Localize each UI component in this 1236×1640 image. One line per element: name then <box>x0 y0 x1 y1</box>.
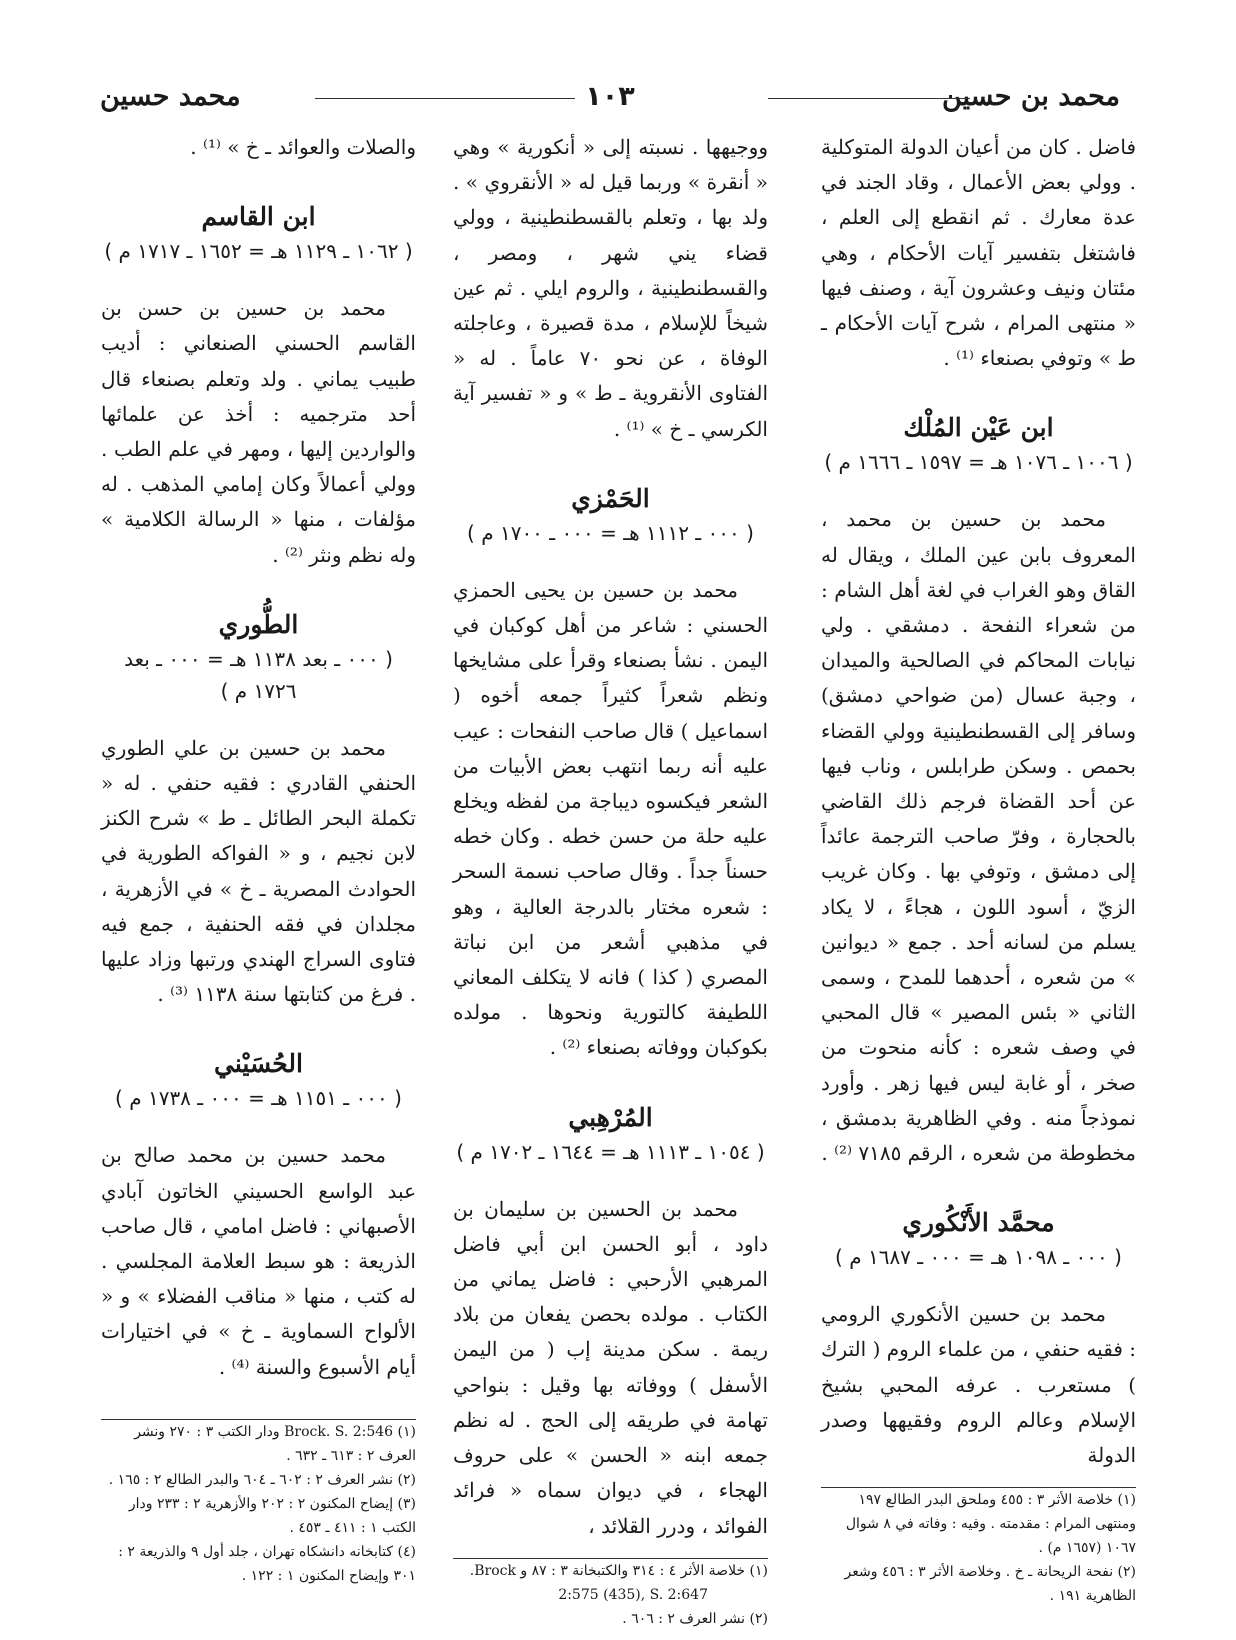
column-middle <box>453 130 768 1627</box>
column-right <box>821 130 1136 1610</box>
entry-title: ابن عَيْن المُلْك <box>903 413 1054 443</box>
footnote: (١) خلاصة الأثر ٣ : ٤٥٥ وملحق البدر الطالع ١٩٧ ومنتهى المرام : مقدمته . وفيه : وفاته في ٨ شوال ١٠٦٧ (١٦٥٧ م) . <box>845 1492 1136 1557</box>
footnote: (١) خلاصة الأثر ٤ : ٣١٤ والكتبخانة ٣ : ٨٧ و Brock. <box>469 1562 768 1579</box>
footnote: (١) Brock. S. 2:546 ودار الكتب ٣ : ٢٧٠ ونشر العرف ٢ : ٦١٣ ـ ٦٣٢ . <box>134 1423 416 1464</box>
entry-title: الطُّوري <box>218 609 299 639</box>
entry-text: محمد حسين بن محمد صالح بن عبد الواسع الحسيني الخاتون آبادي الأصبهاني : فاضل امامي ، قال صاحب الذريعة : هو سبط العلامة المجلسي . له كتب ، منها « مناقب الفضلاء » و « الألواح السماوية ـ خ » في اختيارات أيام الأسبوع والسنة ⁽⁴⁾ . <box>101 1143 416 1379</box>
entry-text: محمد بن حسين بن يحيى الحمزي الحسني : شاعر من أهل كوكبان في اليمن . نشأ بصنعاء وقرأ على مشايخها ونظم شعراً كثيراً جمعه أخوه ( اسماعيل ) قال صاحب النفحات : عيب عليه أنه ربما انتهب بعض الأبيات من الشعر فيكسوه ديباجة من لفظه ويخلع عليه حلة من حسن خطه . وكان خطه حسناً جداً . وقال صاحب نسمة السحر : شعره مختار بالدرجة العالية ، وهو في مذهبي أشعر من ابن نباتة المصري ( كذا ) فانه لا يتكلف المعاني اللطيفة كالتورية ونحوها . مولده بكوكبان ووفاته بصنعاء ⁽²⁾ . <box>453 577 768 1060</box>
footnote: (٢) نفحة الريحانة ـ خ . وخلاصة الأثر ٣ : ٤٥٦ وشعر الظاهرية ١٩١ . <box>844 1564 1136 1605</box>
entry-text: محمد بن حسين بن علي الطوري الحنفي القادري : فقيه حنفي . له « تكملة البحر الطائل ـ ط » شرح الكنز لابن نجيم ، و « الفواكه الطورية في الحوادث المصرية ـ خ » في الأزهرية ، مجلدان في فقه الحنفية ، جمع فيه فتاوى السراج الهندي ورتبها وزاد عليها . فرغ من كتابتها سنة ١١٣٨ ⁽³⁾ . <box>101 735 416 1007</box>
page-number: ١٠٣ <box>585 81 635 112</box>
running-header <box>100 80 1120 120</box>
header-right-title: محمد بن حسين <box>941 81 1120 112</box>
entry-title: المُرْهِبي <box>568 1102 653 1132</box>
continued-paragraph: والصلات والعوائد ـ خ » ⁽¹⁾ . <box>190 135 416 159</box>
continued-paragraph: فاضل . كان من أعيان الدولة المتوكلية . وولي بعض الأعمال ، وقاد الجند في عدة معارك . ثم انقطع إلى العلم ، فاشتغل بتفسير آيات الأحكام ، وهي مئتان ونيف وعشرون آية ، وصنف فيها « منتهى المرام ، شرح آيات الأحكام ـ ط » وتوفي بصنعاء ⁽¹⁾ . <box>821 135 1136 371</box>
footnote-latin: 2:575 (435), S. 2:647 <box>558 1586 708 1603</box>
entry-text: محمد بن حسين بن محمد ، المعروف بابن عين الملك ، ويقال له القاق وهو الغراب في لغة أهل الشام : من شعراء النفحة . دمشقي . ولي نيابات المحاكم في الصالحية والميدان ، وجبة عسال (من ضواحي دمشق) وسافر إلى القسطنطينية وولي القضاء بحمص . وسكن طرابلس ، وناب فيها عن أحد القضاة فرجم ذلك القاضي بالحجارة ، وفرّ صاحب الترجمة عائداً إلى دمشق ، وتوفي بها . وكان غريب الزيّ ، أسود اللون ، هجاءً ، لا يكاد يسلم من لسانه أحد . جمع « ديوانين » من شعره ، أحدهما للمدح ، وسمى الثاني « بئس المصير » قال المحبي في وصف شعره : كأنه منحوت من صخر ، أو غابة ليس فيها زهر . وأورد نموذجاً منه . وفي الظاهرية بدمشق ، مخطوطة من شعره ، الرقم ٧١٨٥ ⁽²⁾ . <box>821 507 1136 1166</box>
header-rule-left <box>315 98 575 99</box>
entry-dates: ( ١٠٠٦ ـ ١٠٧٦ هـ = ١٥٩٧ ـ ١٦٦٦ م ) <box>824 450 1133 475</box>
entry-dates: ( ٠٠٠ ـ ١١٥١ هـ = ٠٠٠ ـ ١٧٣٨ م ) <box>115 1086 402 1111</box>
entry-text: محمد بن حسين بن حسن بن القاسم الحسني الصنعاني : أديب طبيب يماني . ولد وتعلم بصنعاء قال أحد مترجميه : أخذ عن علمائها والواردين إليها ، ومهر في علم الطب . وولي أعمالاً وكان إمامي المذهب . له مؤلفات ، منها « الرسالة الكلامية » وله نظم ونثر ⁽²⁾ . <box>101 296 416 567</box>
entry-dates: ( ٠٠٠ ـ بعد ١١٣٨ هـ = ٠٠٠ ـ بعد ١٧٢٦ م ) <box>124 646 393 703</box>
footnotes <box>821 1488 1136 1608</box>
entry-title: محمَّد الأَنْكُوري <box>902 1208 1055 1238</box>
column-left <box>101 130 416 1610</box>
entry-dates: ( ١٠٦٢ ـ ١١٢٩ هـ = ١٦٥٢ ـ ١٧١٧ م ) <box>104 239 413 264</box>
footnote: (٤) كتابخانه دانشكاه تهران ، جلد أول ٩ والذريعة ٢ : ٣٠١ وإيضاح المكنون ١ : ١٢٢ . <box>118 1543 416 1584</box>
entry-dates: ( ٠٠٠ ـ ١٠٩٨ هـ = ٠٠٠ ـ ١٦٨٧ م ) <box>835 1245 1122 1270</box>
entry-title: الحُسَيْني <box>214 1049 303 1079</box>
footnote <box>453 1583 768 1607</box>
entry-dates: ( ١٠٥٤ ـ ١١١٣ هـ = ١٦٤٤ ـ ١٧٠٢ م ) <box>456 1139 765 1164</box>
continued-paragraph: ووجيهها . نسبته إلى « أنكورية » وهي « أنقرة » وربما قيل له « الأنقروي » . ولد بها ، وتعلم بالقسطنطينية ، وولي قضاء يني شهر ، ومصر ، والقسطنطينية ، والروم ايلي . ثم عين شيخاً للإسلام ، مدة قصيرة ، وعاجلته الوفاة ، عن نحو ٧٠ عاماً . له « الفتاوى الأنقروية ـ ط » و « تفسير آية الكرسي ـ خ » ⁽¹⁾ . <box>453 135 768 441</box>
entry-text: محمد بن الحسين بن سليمان بن داود ، أبو الحسن ابن أبي فاضل المرهبي الأرحبي : فاضل يماني من الكتاب . مولده بحصن يفعان من بلاد ريمة . سكن مدينة إب ( من اليمن الأسفل ) ووفاته بها وقيل : بنواحي تهامة في طريقه إلى الحج . له نظم جمعه ابنه « الحسن » على حروف الهجاء ، في ديوان سماه « فرائد الفوائد ، ودرر القلائد ، <box>453 1196 768 1538</box>
footnote: (٢) نشر العرف ٢ : ٦٠٢ ـ ٦٠٤ والبدر الطالع ٢ : ١٦٥ . <box>108 1471 416 1488</box>
footnotes <box>453 1559 768 1631</box>
entry-title: الحَمْزي <box>571 483 650 513</box>
entry-text: محمد بن حسين الأنكوري الرومي : فقيه حنفي ، من علماء الروم ( الترك ) مستعرب . عرفه المحبي بشيخ الإسلام وعالم الروم وفقيهها وصدر الدولة <box>821 1302 1136 1468</box>
footnote: (٣) إيضاح المكنون ٢ : ٢٠٢ والأزهرية ٢ : ٢٣٣ ودار الكتب ١ : ٤١١ ـ ٤٥٣ . <box>128 1495 416 1536</box>
footnotes <box>101 1420 416 1588</box>
entry-title: ابن القاسم <box>201 202 316 232</box>
entry-dates: ( ٠٠٠ ـ ١١١٢ هـ = ٠٠٠ ـ ١٧٠٠ م ) <box>467 520 754 545</box>
header-left-title: محمد حسين <box>100 81 241 112</box>
footnote: (٢) نشر العرف ٢ : ٦٠٦ . <box>622 1610 768 1627</box>
